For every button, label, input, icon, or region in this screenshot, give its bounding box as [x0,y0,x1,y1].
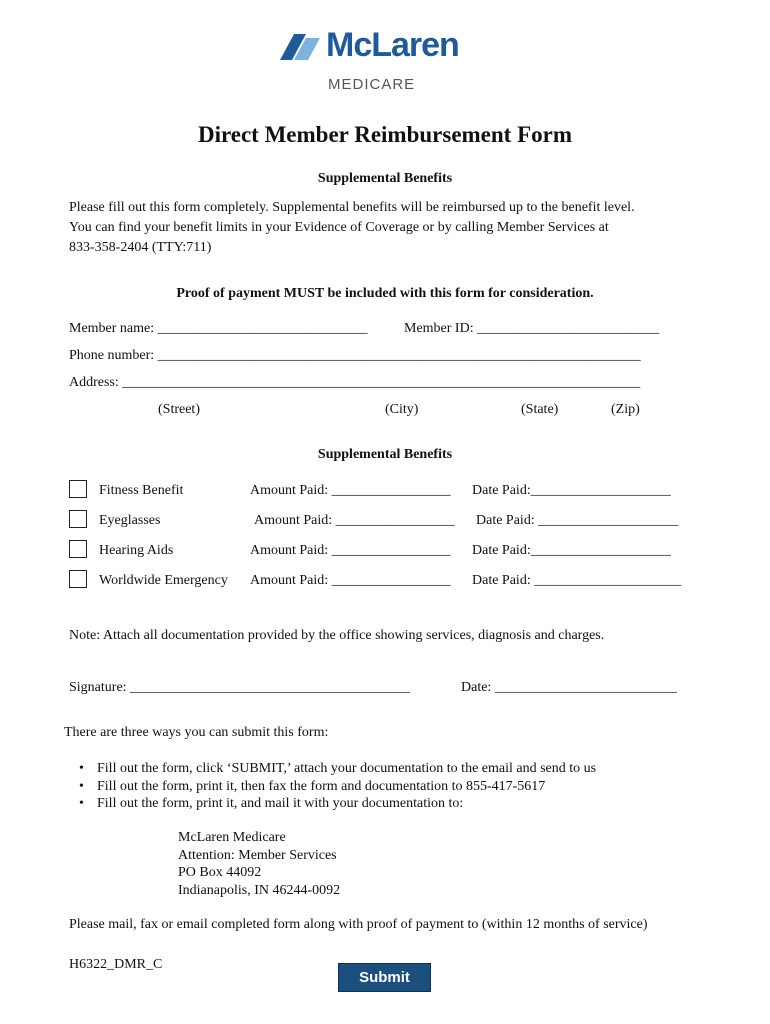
address-line: Attention: Member Services [178,847,337,863]
intro-line-3: 833-358-2404 (TTY:711) [69,240,212,255]
intro-line-2: You can find your benefit limits in your Evidence of Coverage or by calling Member Services at [69,220,609,235]
intro-line-1: Please fill out this form completely. Supplemental benefits will be reimbursed up to the benefit level. [69,200,635,215]
signature-date-field[interactable]: Date: __________________________ [461,680,677,695]
date-paid-field[interactable]: Date Paid:____________________ [472,543,671,558]
mailing-address [178,829,340,899]
benefit-row [0,509,770,533]
address-street-label: (Street) [158,402,200,417]
amount-paid-field[interactable]: Amount Paid: _________________ [250,483,451,498]
member-id-field[interactable]: Member ID: __________________________ [404,321,660,336]
mclaren-swoosh-icon [276,30,324,66]
benefit-row [0,539,770,563]
benefit-label: Worldwide Emergency [99,573,228,588]
signature-field[interactable]: Signature: ________________________________________ [69,680,411,695]
closing-instructions: Please mail, fax or email completed form along with proof of payment to (within 12 months of service) [69,917,648,932]
date-paid-field[interactable]: Date Paid: ____________________ [476,513,679,528]
member-name-field[interactable]: Member name: ______________________________ [69,321,368,336]
date-paid-field[interactable]: Date Paid: _____________________ [472,573,682,588]
hearing-aids-checkbox[interactable] [69,540,87,558]
address-state-label: (State) [521,402,559,417]
worldwide-emergency-checkbox[interactable] [69,570,87,588]
benefit-label: Fitness Benefit [99,483,184,498]
amount-paid-field[interactable]: Amount Paid: _________________ [254,513,455,528]
page-title: Direct Member Reimbursement Form [197,122,573,147]
benefit-label: Eyeglasses [99,513,161,528]
submit-ways-heading: There are three ways you can submit this form: [64,725,329,740]
address-field[interactable]: Address: __________________________________________________________________________ [69,375,641,390]
fitness-benefit-checkbox[interactable] [69,480,87,498]
form-subtitle: Supplemental Benefits [317,171,453,186]
address-zip-label: (Zip) [611,402,640,417]
proof-notice: Proof of payment MUST be included with this form for consideration. [176,286,594,301]
logo-subtitle: MEDICARE [328,76,416,93]
submit-ways-list [69,760,596,813]
address-city-label: (City) [385,402,419,417]
logo [276,28,476,98]
benefit-row [0,569,770,593]
address-line: Indianapolis, IN 46244-0092 [178,882,341,898]
documentation-note: Note: Attach all documentation provided by the office showing services, diagnosis and charges. [69,628,605,643]
phone-number-field[interactable]: Phone number: _____________________________________________________________________ [69,348,641,363]
benefit-label: Hearing Aids [99,543,174,558]
benefits-heading: Supplemental Benefits [317,447,453,462]
logo-wordmark: McLaren [326,26,459,64]
form-code: H6322_DMR_C [69,957,163,972]
submit-button[interactable]: Submit [338,963,431,992]
benefit-row [0,479,770,503]
address-line: PO Box 44092 [178,865,262,880]
address-line: McLaren Medicare [178,830,286,845]
list-item: • Fill out the form, print it, and mail it with your documentation to: [69,795,596,813]
date-paid-field[interactable]: Date Paid:____________________ [472,483,671,498]
amount-paid-field[interactable]: Amount Paid: _________________ [250,573,451,588]
list-item: • Fill out the form, click ‘SUBMIT,’ attach your documentation to the email and send to us [69,760,596,778]
amount-paid-field[interactable]: Amount Paid: _________________ [250,543,451,558]
eyeglasses-checkbox[interactable] [69,510,87,528]
list-item: • Fill out the form, print it, then fax the form and documentation to 855-417-5617 [69,778,596,796]
